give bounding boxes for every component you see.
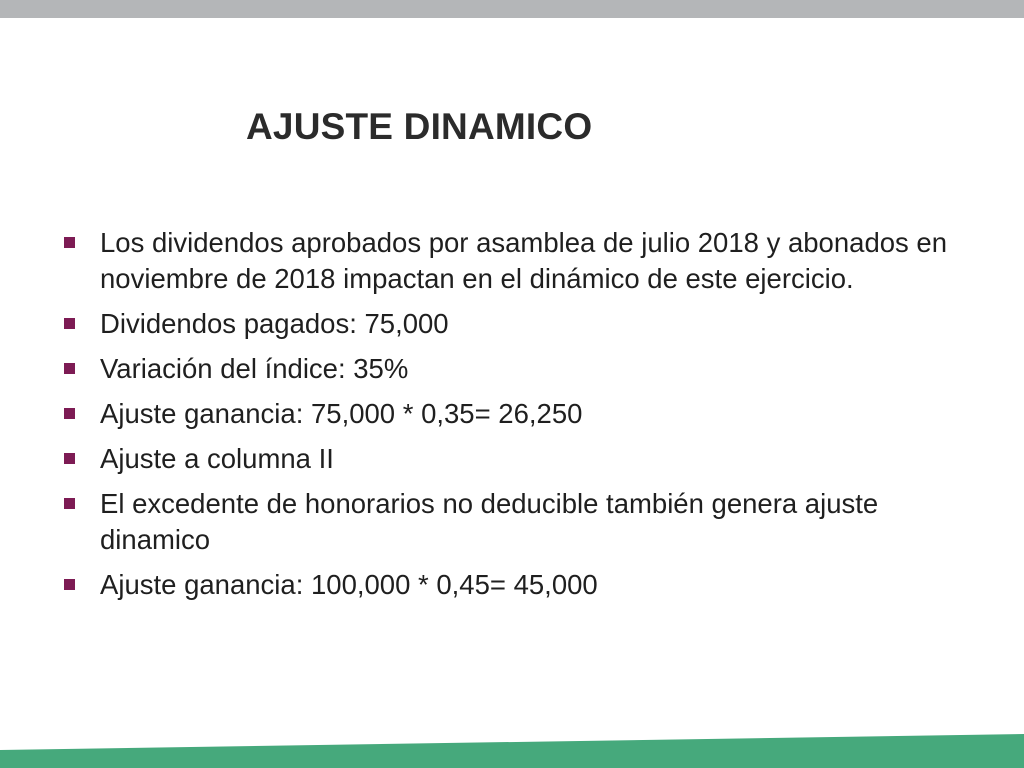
bottom-accent-band xyxy=(0,718,1024,768)
list-item-text: Dividendos pagados: 75,000 xyxy=(100,308,449,339)
square-bullet-icon xyxy=(64,579,75,590)
square-bullet-icon xyxy=(64,453,75,464)
list-item-text: Ajuste ganancia: 75,000 * 0,35= 26,250 xyxy=(100,398,583,429)
bullet-list xyxy=(60,225,960,612)
green-band-shape xyxy=(0,734,1024,768)
list-item xyxy=(60,486,960,558)
list-item-text: Ajuste a columna II xyxy=(100,443,334,474)
top-bar xyxy=(0,0,1024,18)
list-item xyxy=(60,567,960,603)
list-item xyxy=(60,396,960,432)
square-bullet-icon xyxy=(64,318,75,329)
square-bullet-icon xyxy=(64,237,75,248)
list-item xyxy=(60,441,960,477)
list-item xyxy=(60,306,960,342)
list-item xyxy=(60,351,960,387)
list-item-text: Variación del índice: 35% xyxy=(100,353,409,384)
list-item-text: Los dividendos aprobados por asamblea de julio 2018 y abonados en noviembre de 2018 impactan en el dinámico de este ejercicio. xyxy=(100,227,948,294)
list-item xyxy=(60,225,960,297)
list-item-text: Ajuste ganancia: 100,000 * 0,45= 45,000 xyxy=(100,569,598,600)
square-bullet-icon xyxy=(64,498,75,509)
square-bullet-icon xyxy=(64,408,75,419)
list-item-text: El excedente de honorarios no deducible también genera ajuste dinamico xyxy=(100,488,879,555)
slide-title: AJUSTE DINAMICO xyxy=(246,106,593,147)
square-bullet-icon xyxy=(64,363,75,374)
